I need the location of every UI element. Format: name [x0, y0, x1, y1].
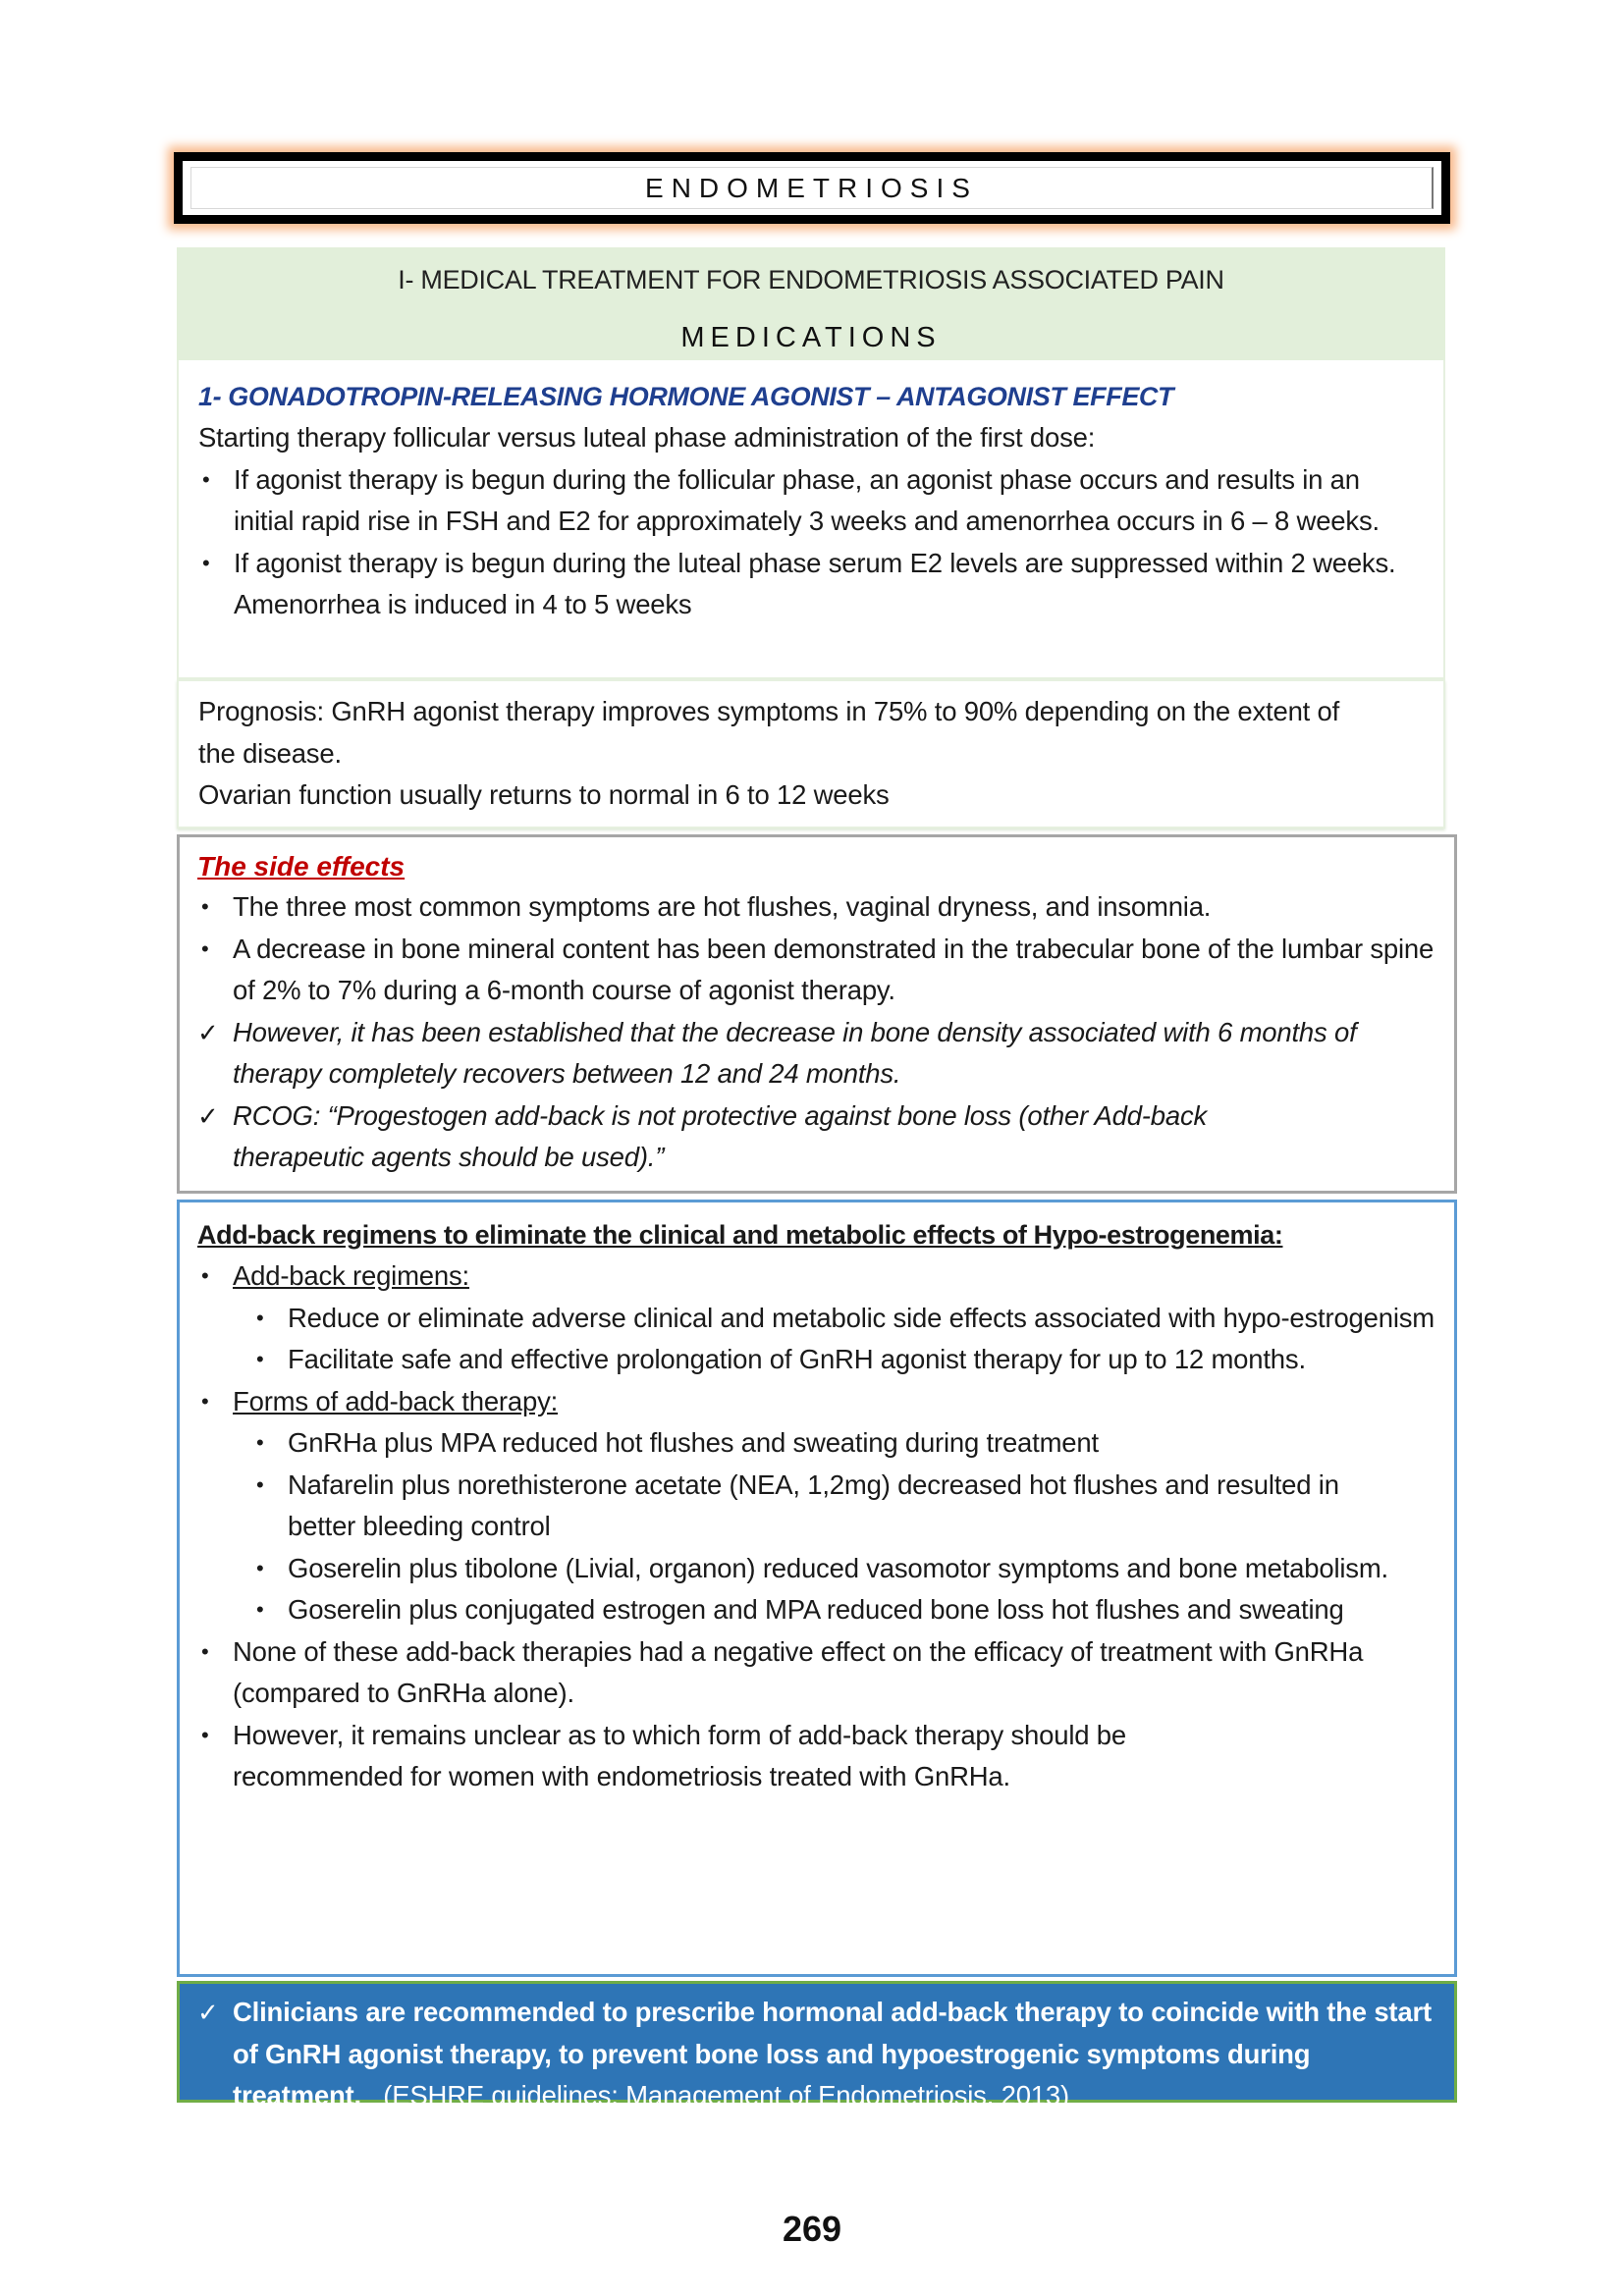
bullet-icon: • — [201, 1388, 209, 1414]
list-item — [197, 1715, 1436, 1798]
section-subtitle: MEDICATIONS — [680, 322, 942, 353]
list-item — [197, 1339, 1436, 1381]
list-item-text: None of these add-back therapies had a negative effect on the efficacy of treatment with GnRHa (compared to GnRHa alone). — [233, 1635, 1364, 1708]
list-item-text: If agonist therapy is begun during the follicular phase, an agonist phase occurs and results in an initial rapid rise in FSH and E2 for approximately 3 weeks and amenorrhea occurs in 6 – 8 weeks. — [234, 463, 1380, 536]
prognosis-text: Prognosis: GnRH agonist therapy improves symptoms in 75% to 90% depending on the extent of the disease. — [198, 696, 1340, 769]
recommendation-text: Clinicians are recommended to prescribe hormonal add-back therapy to coincide with the start of GnRH agonist therapy, to prevent bone loss and hypoestrogenic symptoms during treatment. — [233, 1997, 1432, 2110]
regimens-label: Add-back regimens: — [233, 1260, 469, 1291]
section-header — [177, 247, 1445, 360]
side-effects-heading: The side effects — [197, 851, 406, 881]
page-title-inner — [190, 167, 1434, 209]
addback-list — [197, 1255, 1436, 1298]
list-item — [197, 1589, 1436, 1631]
list-item — [197, 1298, 1436, 1340]
bullet-icon: • — [201, 935, 209, 961]
addback-heading: Add-back regimens to eliminate the clinical and metabolic effects of Hypo-estrogenemia: — [197, 1220, 1283, 1250]
list-item — [197, 1422, 1436, 1465]
list-item — [197, 1631, 1436, 1715]
bullet-icon: • — [256, 1347, 264, 1371]
list-item — [197, 886, 1436, 929]
list-item-text: Goserelin plus tibolone (Livial, organon) reduced vasomotor symptoms and bone metabolism. — [288, 1552, 1388, 1583]
check-icon: ✓ — [197, 1017, 219, 1047]
bullet-icon: • — [201, 1722, 209, 1747]
gnrh-list — [198, 459, 1424, 626]
page-title: ENDOMETRIOSIS — [645, 172, 978, 203]
check-icon: ✓ — [197, 1100, 219, 1131]
list-item-text: Reduce or eliminate adverse clinical and metabolic side effects associated with hypo-estrogenism — [288, 1302, 1435, 1333]
list-item-text: Facilitate safe and effective prolongation of GnRH agonist therapy for up to 12 months. — [288, 1344, 1306, 1374]
list-item-text: A decrease in bone mineral content has been demonstrated in the trabecular bone of the lumbar spine of 2% to 7% during a 6-month course of agonist therapy. — [233, 933, 1435, 1005]
gnrh-intro: Starting therapy follicular versus luteal phase administration of the first dose: — [198, 422, 1096, 453]
bullet-icon: • — [256, 1555, 264, 1580]
list-item — [198, 543, 1424, 626]
forms-label: Forms of add-back therapy: — [233, 1385, 559, 1416]
ovarian-function-text: Ovarian function usually returns to normal in 6 to 12 weeks — [198, 779, 890, 810]
bullet-icon: • — [202, 550, 210, 575]
regimens-list — [197, 1298, 1436, 1381]
forms-list — [197, 1422, 1436, 1631]
recommendation-citation: (ESHRE guidelines; Management of Endometriosis, 2013) — [368, 2080, 1069, 2110]
recommendation-box — [177, 1981, 1457, 2110]
bullet-icon: • — [202, 466, 210, 492]
bullet-icon: • — [201, 1638, 209, 1664]
addback-box — [177, 1200, 1457, 1977]
bullet-icon: • — [256, 1430, 264, 1455]
list-item — [197, 1255, 1436, 1298]
side-effects-box — [177, 834, 1457, 1194]
list-item — [197, 1012, 1436, 1095]
list-item-text: Goserelin plus conjugated estrogen and MPA reduced bone loss hot flushes and sweating — [288, 1594, 1344, 1625]
addback-forms-header — [197, 1381, 1436, 1423]
list-item — [197, 1548, 1436, 1590]
list-item — [197, 1095, 1436, 1179]
addback-conclusion-list — [197, 1631, 1436, 1798]
bullet-icon: • — [201, 894, 209, 919]
bullet-icon: • — [256, 1471, 264, 1497]
list-item — [197, 1465, 1436, 1548]
list-item — [197, 929, 1436, 1012]
prognosis-box — [177, 679, 1445, 828]
list-item — [198, 459, 1424, 543]
list-item-text: If agonist therapy is begun during the luteal phase serum E2 levels are suppressed within 2 weeks. Amenorrhea is induced in 4 to 5 weeks — [234, 547, 1396, 619]
list-item-text: However, it remains unclear as to which form of add-back therapy should be recommended for women with endometriosis treated with GnRHa. — [233, 1719, 1126, 1791]
gnrh-box — [177, 360, 1445, 679]
gnrh-heading: 1- GONADOTROPIN-RELEASING HORMONE AGONIST – ANTAGONIST EFFECT — [198, 382, 1174, 411]
check-icon: ✓ — [197, 1998, 219, 2027]
list-item-text: Nafarelin plus norethisterone acetate (NEA, 1,2mg) decreased hot flushes and resulted in better bleeding control — [288, 1468, 1339, 1541]
list-item — [197, 1992, 1436, 2117]
list-item-text: However, it has been established that the decrease in bone density associated with 6 months of therapy completely recovers between 12 and 24 months. — [233, 1016, 1357, 1089]
recommendation-list — [197, 1992, 1436, 2117]
page-number: 269 — [782, 2209, 842, 2249]
section-title: I- MEDICAL TREATMENT FOR ENDOMETRIOSIS ASSOCIATED PAIN — [398, 265, 1224, 294]
list-item-text: RCOG: “Progestogen add-back is not protective against bone loss (other Add-back therapeutic agents should be used).” — [233, 1099, 1208, 1172]
page-title-box — [174, 152, 1450, 224]
bullet-icon: • — [256, 1305, 264, 1330]
list-item — [197, 1381, 1436, 1423]
side-effects-list — [197, 886, 1436, 1179]
bullet-icon: • — [201, 1263, 209, 1288]
list-item-text: GnRHa plus MPA reduced hot flushes and sweating during treatment — [288, 1427, 1099, 1458]
bullet-icon: • — [256, 1597, 264, 1622]
list-item-text: The three most common symptoms are hot flushes, vaginal dryness, and insomnia. — [233, 891, 1212, 922]
